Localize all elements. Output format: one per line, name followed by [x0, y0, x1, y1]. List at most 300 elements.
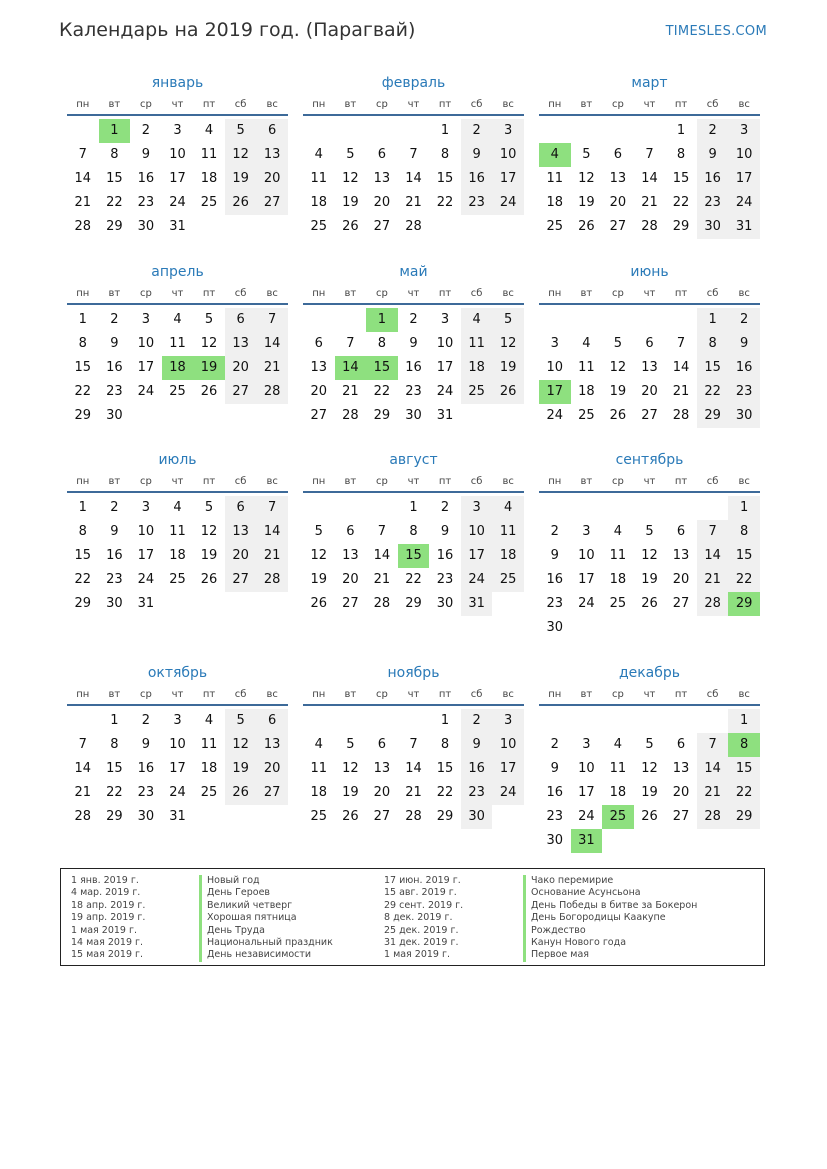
- day-cell[interactable]: 16: [461, 757, 493, 781]
- day-cell[interactable]: 6: [377, 737, 387, 752]
- day-cell[interactable]: 2: [550, 737, 559, 752]
- day-cell[interactable]: 3: [582, 524, 591, 539]
- day-cell[interactable]: 24: [169, 195, 186, 210]
- day-cell[interactable]: 25: [546, 219, 564, 234]
- day-cell[interactable]: 21: [697, 568, 729, 592]
- day-cell[interactable]: 18: [310, 195, 328, 210]
- day-cell[interactable]: 28: [373, 596, 391, 611]
- day-cell[interactable]: 5: [346, 737, 355, 752]
- day-cell[interactable]: 21: [342, 384, 359, 399]
- day-cell[interactable]: 7: [697, 520, 729, 544]
- day-cell[interactable]: 16: [697, 167, 729, 191]
- day-cell[interactable]: 16: [461, 167, 493, 191]
- day-cell[interactable]: 18: [609, 785, 627, 800]
- day-cell[interactable]: 29: [436, 809, 454, 824]
- day-cell[interactable]: 15: [398, 544, 430, 568]
- day-cell[interactable]: 27: [641, 408, 658, 423]
- day-cell[interactable]: 2: [110, 500, 119, 515]
- day-cell[interactable]: 19: [641, 785, 658, 800]
- day-cell[interactable]: 1: [78, 312, 87, 327]
- day-cell[interactable]: 13: [373, 171, 391, 186]
- day-cell[interactable]: 5: [492, 308, 524, 332]
- day-cell[interactable]: 24: [137, 572, 155, 587]
- day-cell[interactable]: 22: [436, 195, 454, 210]
- day-cell[interactable]: 8: [110, 737, 119, 752]
- day-cell[interactable]: 27: [225, 380, 257, 404]
- day-cell[interactable]: 20: [342, 572, 359, 587]
- day-cell[interactable]: 1: [409, 500, 418, 515]
- day-cell[interactable]: 4: [173, 312, 182, 327]
- day-cell[interactable]: 21: [672, 384, 690, 399]
- day-cell[interactable]: 11: [578, 360, 595, 375]
- day-cell[interactable]: 24: [492, 781, 524, 805]
- day-cell[interactable]: 11: [310, 761, 328, 776]
- day-cell[interactable]: 23: [697, 191, 729, 215]
- day-cell[interactable]: 13: [373, 761, 391, 776]
- day-cell[interactable]: 4: [492, 496, 524, 520]
- day-cell[interactable]: 25: [169, 572, 186, 587]
- day-cell[interactable]: 7: [78, 147, 87, 162]
- day-cell[interactable]: 3: [550, 336, 559, 351]
- day-cell[interactable]: 22: [697, 380, 729, 404]
- day-cell[interactable]: 11: [609, 548, 627, 563]
- day-cell[interactable]: 15: [74, 548, 92, 563]
- day-cell[interactable]: 2: [461, 119, 493, 143]
- day-cell[interactable]: 13: [256, 143, 288, 167]
- day-cell[interactable]: 8: [676, 147, 686, 162]
- day-cell[interactable]: 23: [106, 384, 123, 399]
- day-cell[interactable]: 30: [728, 404, 760, 428]
- day-cell[interactable]: 16: [546, 572, 564, 587]
- day-cell[interactable]: 4: [582, 336, 591, 351]
- day-cell[interactable]: 8: [78, 524, 87, 539]
- day-cell[interactable]: 21: [405, 785, 422, 800]
- day-cell[interactable]: 18: [492, 544, 524, 568]
- day-cell[interactable]: 16: [436, 548, 454, 563]
- day-cell[interactable]: 14: [256, 520, 288, 544]
- day-cell[interactable]: 22: [728, 781, 760, 805]
- day-cell[interactable]: 18: [169, 548, 186, 563]
- day-cell[interactable]: 20: [672, 785, 690, 800]
- day-cell[interactable]: 8: [440, 737, 450, 752]
- day-cell[interactable]: 5: [645, 737, 654, 752]
- day-cell[interactable]: 1: [110, 713, 119, 728]
- day-cell[interactable]: 29: [728, 805, 760, 829]
- day-cell[interactable]: 9: [409, 336, 418, 351]
- day-cell[interactable]: 29: [373, 408, 391, 423]
- day-cell[interactable]: 31: [571, 829, 603, 853]
- day-cell[interactable]: 27: [310, 408, 328, 423]
- day-cell[interactable]: 8: [377, 336, 387, 351]
- day-cell[interactable]: 5: [225, 119, 257, 143]
- day-cell[interactable]: 27: [373, 809, 391, 824]
- day-cell[interactable]: 8: [409, 524, 418, 539]
- day-cell[interactable]: 6: [377, 147, 387, 162]
- day-cell[interactable]: 10: [169, 737, 186, 752]
- day-cell[interactable]: 6: [225, 308, 257, 332]
- day-cell[interactable]: 15: [728, 757, 760, 781]
- day-cell[interactable]: 28: [256, 568, 288, 592]
- day-cell[interactable]: 7: [346, 336, 355, 351]
- day-cell[interactable]: 18: [578, 384, 595, 399]
- day-cell[interactable]: 2: [110, 312, 119, 327]
- day-cell[interactable]: 11: [169, 336, 186, 351]
- day-cell[interactable]: 12: [200, 524, 218, 539]
- day-cell[interactable]: 5: [645, 524, 654, 539]
- day-cell[interactable]: 11: [310, 171, 328, 186]
- day-cell[interactable]: 5: [225, 709, 257, 733]
- day-cell[interactable]: 14: [697, 544, 729, 568]
- day-cell[interactable]: 23: [546, 809, 564, 824]
- day-cell[interactable]: 28: [697, 805, 729, 829]
- day-cell[interactable]: 11: [492, 520, 524, 544]
- day-cell[interactable]: 6: [676, 737, 686, 752]
- day-cell[interactable]: 7: [78, 737, 87, 752]
- day-cell[interactable]: 13: [256, 733, 288, 757]
- day-cell[interactable]: 11: [546, 171, 564, 186]
- day-cell[interactable]: 1: [366, 308, 398, 332]
- day-cell[interactable]: 29: [74, 596, 92, 611]
- day-cell[interactable]: 23: [461, 191, 493, 215]
- day-cell[interactable]: 18: [162, 356, 194, 380]
- day-cell[interactable]: 30: [106, 596, 123, 611]
- day-cell[interactable]: 13: [310, 360, 328, 375]
- day-cell[interactable]: 14: [405, 171, 422, 186]
- day-cell[interactable]: 20: [609, 195, 627, 210]
- day-cell[interactable]: 16: [137, 171, 155, 186]
- day-cell[interactable]: 5: [314, 524, 323, 539]
- day-cell[interactable]: 3: [173, 123, 182, 138]
- day-cell[interactable]: 16: [106, 360, 123, 375]
- day-cell[interactable]: 17: [578, 572, 595, 587]
- day-cell[interactable]: 18: [200, 761, 218, 776]
- day-cell[interactable]: 19: [609, 384, 627, 399]
- day-cell[interactable]: 20: [225, 544, 257, 568]
- day-cell[interactable]: 28: [405, 219, 422, 234]
- day-cell[interactable]: 12: [342, 171, 359, 186]
- day-cell[interactable]: 23: [546, 596, 564, 611]
- day-cell[interactable]: 26: [200, 572, 218, 587]
- day-cell[interactable]: 19: [342, 195, 359, 210]
- day-cell[interactable]: 14: [405, 761, 422, 776]
- day-cell[interactable]: 26: [578, 219, 595, 234]
- day-cell[interactable]: 4: [613, 737, 623, 752]
- day-cell[interactable]: 24: [546, 408, 564, 423]
- day-cell[interactable]: 14: [373, 548, 391, 563]
- day-cell[interactable]: 18: [609, 572, 627, 587]
- day-cell[interactable]: 9: [461, 733, 493, 757]
- day-cell[interactable]: 29: [405, 596, 422, 611]
- day-cell[interactable]: 24: [728, 191, 760, 215]
- day-cell[interactable]: 19: [641, 572, 658, 587]
- day-cell[interactable]: 2: [409, 312, 418, 327]
- day-cell[interactable]: 10: [578, 761, 595, 776]
- day-cell[interactable]: 26: [225, 781, 257, 805]
- day-cell[interactable]: 19: [200, 548, 218, 563]
- day-cell[interactable]: 31: [169, 809, 186, 824]
- day-cell[interactable]: 24: [169, 785, 186, 800]
- day-cell[interactable]: 22: [106, 195, 123, 210]
- day-cell[interactable]: 1: [440, 713, 450, 728]
- day-cell[interactable]: 21: [256, 544, 288, 568]
- day-cell[interactable]: 24: [492, 191, 524, 215]
- day-cell[interactable]: 27: [225, 568, 257, 592]
- day-cell[interactable]: 9: [461, 143, 493, 167]
- day-cell[interactable]: 29: [106, 219, 123, 234]
- day-cell[interactable]: 21: [256, 356, 288, 380]
- day-cell[interactable]: 5: [204, 312, 214, 327]
- day-cell[interactable]: 9: [110, 336, 119, 351]
- day-cell[interactable]: 14: [335, 356, 367, 380]
- day-cell[interactable]: 3: [440, 312, 450, 327]
- day-cell[interactable]: 10: [169, 147, 186, 162]
- site-logo[interactable]: TIMESLES.COM: [665, 24, 767, 39]
- day-cell[interactable]: 10: [492, 143, 524, 167]
- day-cell[interactable]: 20: [256, 167, 288, 191]
- day-cell[interactable]: 8: [110, 147, 119, 162]
- day-cell[interactable]: 4: [204, 123, 214, 138]
- day-cell[interactable]: 4: [173, 500, 182, 515]
- day-cell[interactable]: 3: [461, 496, 493, 520]
- day-cell[interactable]: 26: [641, 596, 658, 611]
- day-cell[interactable]: 19: [225, 167, 257, 191]
- day-cell[interactable]: 6: [613, 147, 623, 162]
- day-cell[interactable]: 24: [461, 568, 493, 592]
- day-cell[interactable]: 29: [728, 592, 760, 616]
- day-cell[interactable]: 18: [200, 171, 218, 186]
- day-cell[interactable]: 2: [141, 123, 151, 138]
- day-cell[interactable]: 14: [641, 171, 658, 186]
- day-cell[interactable]: 19: [492, 356, 524, 380]
- day-cell[interactable]: 5: [204, 500, 214, 515]
- day-cell[interactable]: 17: [728, 167, 760, 191]
- day-cell[interactable]: 30: [137, 809, 155, 824]
- day-cell[interactable]: 22: [74, 384, 92, 399]
- day-cell[interactable]: 22: [728, 568, 760, 592]
- day-cell[interactable]: 21: [697, 781, 729, 805]
- day-cell[interactable]: 25: [310, 219, 328, 234]
- day-cell[interactable]: 28: [256, 380, 288, 404]
- day-cell[interactable]: 21: [74, 785, 92, 800]
- day-cell[interactable]: 7: [256, 308, 288, 332]
- day-cell[interactable]: 9: [110, 524, 119, 539]
- day-cell[interactable]: 3: [492, 709, 524, 733]
- day-cell[interactable]: 12: [609, 360, 627, 375]
- day-cell[interactable]: 17: [137, 548, 155, 563]
- day-cell[interactable]: 6: [676, 524, 686, 539]
- day-cell[interactable]: 27: [373, 219, 391, 234]
- day-cell[interactable]: 13: [225, 520, 257, 544]
- day-cell[interactable]: 3: [173, 713, 182, 728]
- day-cell[interactable]: 30: [405, 408, 422, 423]
- day-cell[interactable]: 22: [405, 572, 422, 587]
- day-cell[interactable]: 26: [342, 809, 359, 824]
- day-cell[interactable]: 1: [676, 123, 686, 138]
- day-cell[interactable]: 8: [697, 332, 729, 356]
- day-cell[interactable]: 28: [405, 809, 422, 824]
- day-cell[interactable]: 24: [578, 809, 595, 824]
- day-cell[interactable]: 31: [436, 408, 454, 423]
- day-cell[interactable]: 21: [641, 195, 658, 210]
- day-cell[interactable]: 5: [346, 147, 355, 162]
- day-cell[interactable]: 31: [137, 596, 155, 611]
- day-cell[interactable]: 14: [672, 360, 690, 375]
- day-cell[interactable]: 26: [310, 596, 328, 611]
- day-cell[interactable]: 12: [200, 336, 218, 351]
- day-cell[interactable]: 20: [373, 785, 391, 800]
- day-cell[interactable]: 20: [256, 757, 288, 781]
- day-cell[interactable]: 26: [342, 219, 359, 234]
- day-cell[interactable]: 30: [436, 596, 454, 611]
- day-cell[interactable]: 17: [492, 757, 524, 781]
- day-cell[interactable]: 28: [342, 408, 359, 423]
- day-cell[interactable]: 15: [436, 171, 454, 186]
- day-cell[interactable]: 31: [728, 215, 760, 239]
- day-cell[interactable]: 29: [672, 219, 690, 234]
- day-cell[interactable]: 1: [697, 308, 729, 332]
- day-cell[interactable]: 11: [169, 524, 186, 539]
- day-cell[interactable]: 19: [578, 195, 595, 210]
- day-cell[interactable]: 26: [609, 408, 627, 423]
- day-cell[interactable]: 3: [141, 500, 151, 515]
- day-cell[interactable]: 20: [373, 195, 391, 210]
- day-cell[interactable]: 23: [405, 384, 422, 399]
- day-cell[interactable]: 23: [137, 195, 155, 210]
- day-cell[interactable]: 2: [728, 308, 760, 332]
- day-cell[interactable]: 6: [256, 709, 288, 733]
- day-cell[interactable]: 15: [366, 356, 398, 380]
- day-cell[interactable]: 13: [672, 548, 690, 563]
- day-cell[interactable]: 27: [672, 596, 690, 611]
- day-cell[interactable]: 25: [492, 568, 524, 592]
- day-cell[interactable]: 18: [546, 195, 564, 210]
- day-cell[interactable]: 29: [74, 408, 92, 423]
- day-cell[interactable]: 17: [492, 167, 524, 191]
- day-cell[interactable]: 10: [137, 524, 155, 539]
- day-cell[interactable]: 15: [106, 761, 123, 776]
- day-cell[interactable]: 9: [550, 548, 559, 563]
- day-cell[interactable]: 14: [74, 171, 92, 186]
- day-cell[interactable]: 30: [137, 219, 155, 234]
- day-cell[interactable]: 28: [74, 809, 92, 824]
- day-cell[interactable]: 26: [641, 809, 658, 824]
- day-cell[interactable]: 2: [461, 709, 493, 733]
- day-cell[interactable]: 4: [314, 737, 323, 752]
- day-cell[interactable]: 19: [193, 356, 225, 380]
- day-cell[interactable]: 22: [672, 195, 690, 210]
- day-cell[interactable]: 24: [137, 384, 155, 399]
- day-cell[interactable]: 15: [74, 360, 92, 375]
- day-cell[interactable]: 2: [440, 500, 450, 515]
- day-cell[interactable]: 8: [78, 336, 87, 351]
- day-cell[interactable]: 11: [609, 761, 627, 776]
- day-cell[interactable]: 12: [225, 733, 257, 757]
- day-cell[interactable]: 10: [436, 336, 454, 351]
- day-cell[interactable]: 13: [672, 761, 690, 776]
- day-cell[interactable]: 4: [613, 524, 623, 539]
- day-cell[interactable]: 20: [310, 384, 328, 399]
- day-cell[interactable]: 13: [225, 332, 257, 356]
- day-cell[interactable]: 8: [440, 147, 450, 162]
- day-cell[interactable]: 24: [578, 596, 595, 611]
- day-cell[interactable]: 25: [461, 380, 493, 404]
- day-cell[interactable]: 21: [373, 572, 391, 587]
- day-cell[interactable]: 16: [106, 548, 123, 563]
- day-cell[interactable]: 14: [256, 332, 288, 356]
- day-cell[interactable]: 21: [405, 195, 422, 210]
- day-cell[interactable]: 4: [314, 147, 323, 162]
- day-cell[interactable]: 1: [99, 119, 131, 143]
- day-cell[interactable]: 12: [342, 761, 359, 776]
- day-cell[interactable]: 31: [461, 592, 493, 616]
- day-cell[interactable]: 12: [225, 143, 257, 167]
- day-cell[interactable]: 18: [461, 356, 493, 380]
- day-cell[interactable]: 11: [200, 737, 218, 752]
- day-cell[interactable]: 2: [141, 713, 151, 728]
- day-cell[interactable]: 9: [141, 737, 151, 752]
- day-cell[interactable]: 22: [373, 384, 391, 399]
- day-cell[interactable]: 25: [169, 384, 186, 399]
- day-cell[interactable]: 5: [613, 336, 623, 351]
- day-cell[interactable]: 25: [609, 596, 627, 611]
- day-cell[interactable]: 6: [256, 119, 288, 143]
- day-cell[interactable]: 6: [645, 336, 654, 351]
- day-cell[interactable]: 14: [74, 761, 92, 776]
- day-cell[interactable]: 20: [672, 572, 690, 587]
- day-cell[interactable]: 10: [137, 336, 155, 351]
- day-cell[interactable]: 4: [204, 713, 214, 728]
- day-cell[interactable]: 9: [550, 761, 559, 776]
- day-cell[interactable]: 12: [310, 548, 328, 563]
- day-cell[interactable]: 21: [74, 195, 92, 210]
- day-cell[interactable]: 11: [461, 332, 493, 356]
- day-cell[interactable]: 7: [697, 733, 729, 757]
- day-cell[interactable]: 7: [409, 737, 418, 752]
- day-cell[interactable]: 3: [141, 312, 151, 327]
- day-cell[interactable]: 15: [436, 761, 454, 776]
- day-cell[interactable]: 25: [200, 195, 218, 210]
- day-cell[interactable]: 17: [169, 171, 186, 186]
- day-cell[interactable]: 23: [436, 572, 454, 587]
- day-cell[interactable]: 27: [342, 596, 359, 611]
- day-cell[interactable]: 27: [609, 219, 627, 234]
- day-cell[interactable]: 18: [310, 785, 328, 800]
- day-cell[interactable]: 12: [492, 332, 524, 356]
- day-cell[interactable]: 15: [728, 544, 760, 568]
- day-cell[interactable]: 17: [539, 380, 571, 404]
- day-cell[interactable]: 10: [546, 360, 564, 375]
- day-cell[interactable]: 17: [137, 360, 155, 375]
- day-cell[interactable]: 27: [672, 809, 690, 824]
- day-cell[interactable]: 7: [256, 496, 288, 520]
- day-cell[interactable]: 12: [641, 761, 658, 776]
- day-cell[interactable]: 17: [436, 360, 454, 375]
- day-cell[interactable]: 1: [728, 496, 760, 520]
- day-cell[interactable]: 30: [106, 408, 123, 423]
- day-cell[interactable]: 28: [74, 219, 92, 234]
- day-cell[interactable]: 7: [676, 336, 686, 351]
- day-cell[interactable]: 13: [342, 548, 359, 563]
- day-cell[interactable]: 30: [461, 805, 493, 829]
- day-cell[interactable]: 9: [440, 524, 450, 539]
- day-cell[interactable]: 17: [578, 785, 595, 800]
- day-cell[interactable]: 13: [641, 360, 658, 375]
- day-cell[interactable]: 28: [672, 408, 690, 423]
- day-cell[interactable]: 26: [200, 384, 218, 399]
- day-cell[interactable]: 27: [256, 781, 288, 805]
- day-cell[interactable]: 26: [225, 191, 257, 215]
- day-cell[interactable]: 26: [492, 380, 524, 404]
